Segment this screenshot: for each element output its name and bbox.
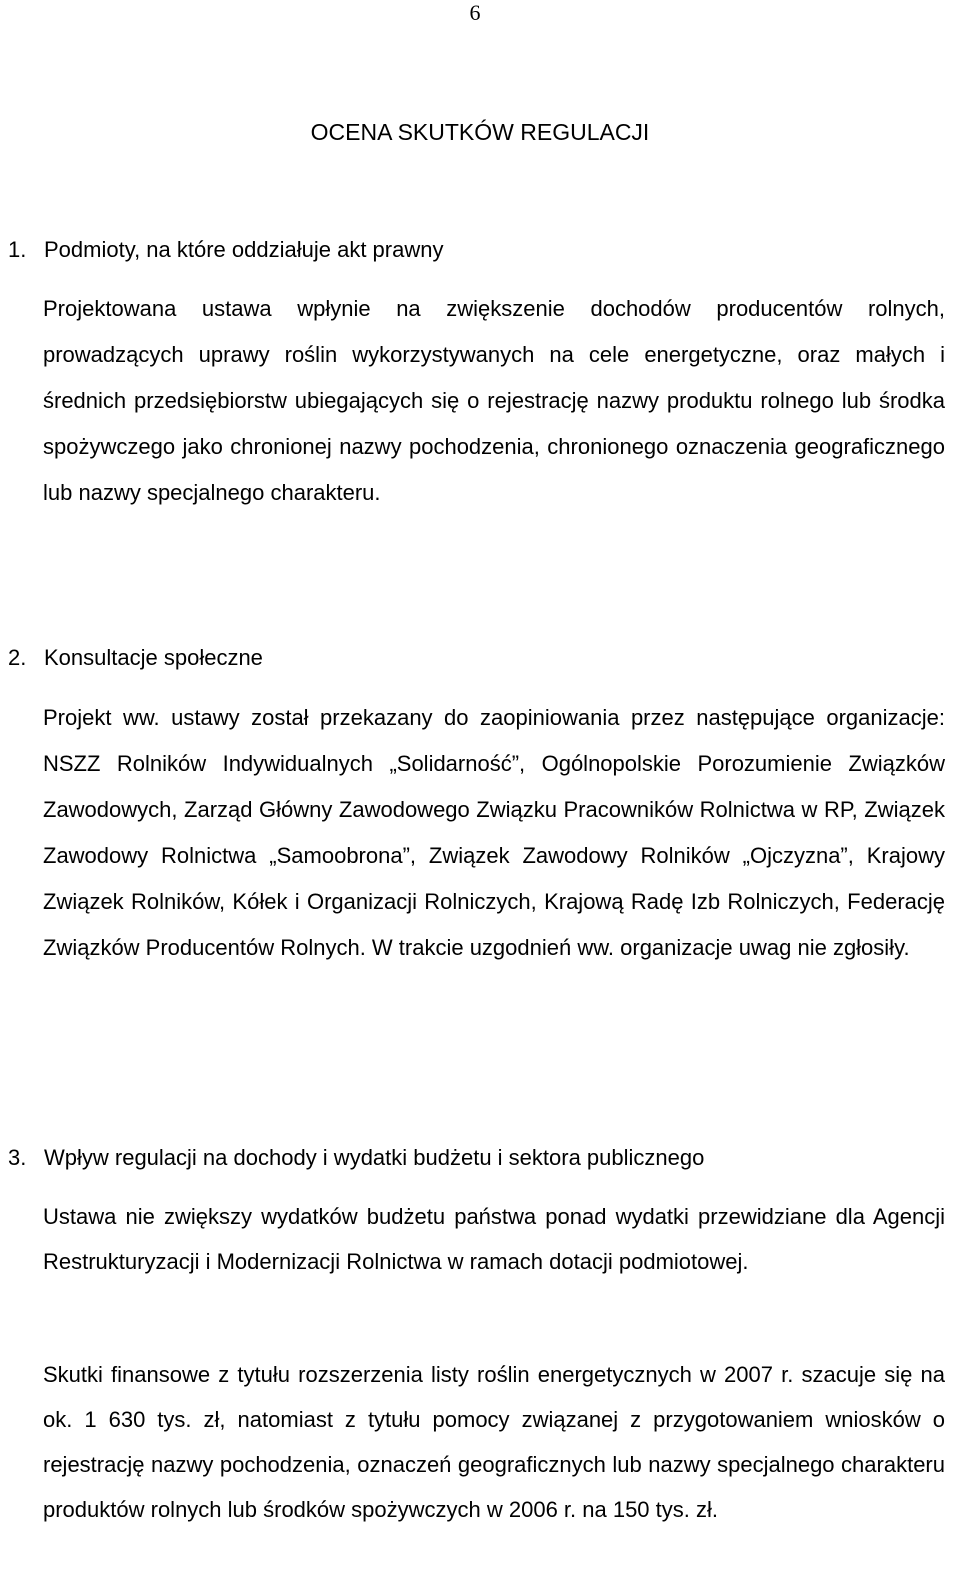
section-heading-2 <box>8 644 263 672</box>
section-number: 2. <box>8 645 27 670</box>
section-number: 1. <box>8 237 27 262</box>
document-title: OCENA SKUTKÓW REGULACJI <box>310 119 650 145</box>
section-number: 3. <box>8 1145 27 1170</box>
section-3-paragraph-1: Ustawa nie zwiększy wydatków budżetu państwa ponad wydatki przewidziane dla Agencji Restrukturyzacji i Modernizacji Rolnictwa w ramach dotacji podmiotowej. <box>43 1204 945 1274</box>
section-2-paragraph: Projekt ww. ustawy został przekazany do zaopiniowania przez następujące organizacje: NSZZ Rolników Indywidualnych „Solidarność”, Ogólnopolskie Porozumienie Związków Zawodowych, Zarząd Główny Zawodowego Związku Pracowników Rolnictwa w RP, Związek Zawodowy Rolnictwa „Samoobrona”, Związek Zawodowy Rolników „Ojczyzna”, Krajowy Związek Rolników, Kółek i Organizacji Rolniczych, Krajową Radę Izb Rolniczych, Federację Związków Producentów Rolnych. W trakcie uzgodnień ww. organizacje uwag nie zgłosiły. <box>43 705 945 960</box>
section-heading-text: Wpływ regulacji na dochody i wydatki budżetu i sektora publicznego <box>44 1145 705 1170</box>
section-heading-1 <box>8 236 443 264</box>
section-heading-text: Konsultacje społeczne <box>44 645 263 670</box>
section-heading-3 <box>8 1144 704 1172</box>
page-number: 6 <box>469 0 481 25</box>
section-1-paragraph: Projektowana ustawa wpłynie na zwiększenie dochodów producentów rolnych, prowadzących uprawy roślin wykorzystywanych na cele energetyczne, oraz małych i średnich przedsiębiorstw ubiegających się o rejestrację nazwy produktu rolnego lub środka spożywczego jako chronionej nazwy pochodzenia, chronionego oznaczenia geograficznego lub nazwy specjalnego charakteru. <box>43 296 945 505</box>
section-heading-text: Podmioty, na które oddziałuje akt prawny <box>44 237 444 262</box>
section-3-paragraph-2: Skutki finansowe z tytułu rozszerzenia listy roślin energetycznych w 2007 r. szacuje się na ok. 1 630 tys. zł, natomiast z tytułu pomocy związanej z przygotowaniem wniosków o rejestrację nazwy pochodzenia, oznaczeń geograficznych lub nazwy specjalnego charakteru produktów rolnych lub środków spożywczych w 2006 r. na 150 tys. zł. <box>43 1362 945 1522</box>
